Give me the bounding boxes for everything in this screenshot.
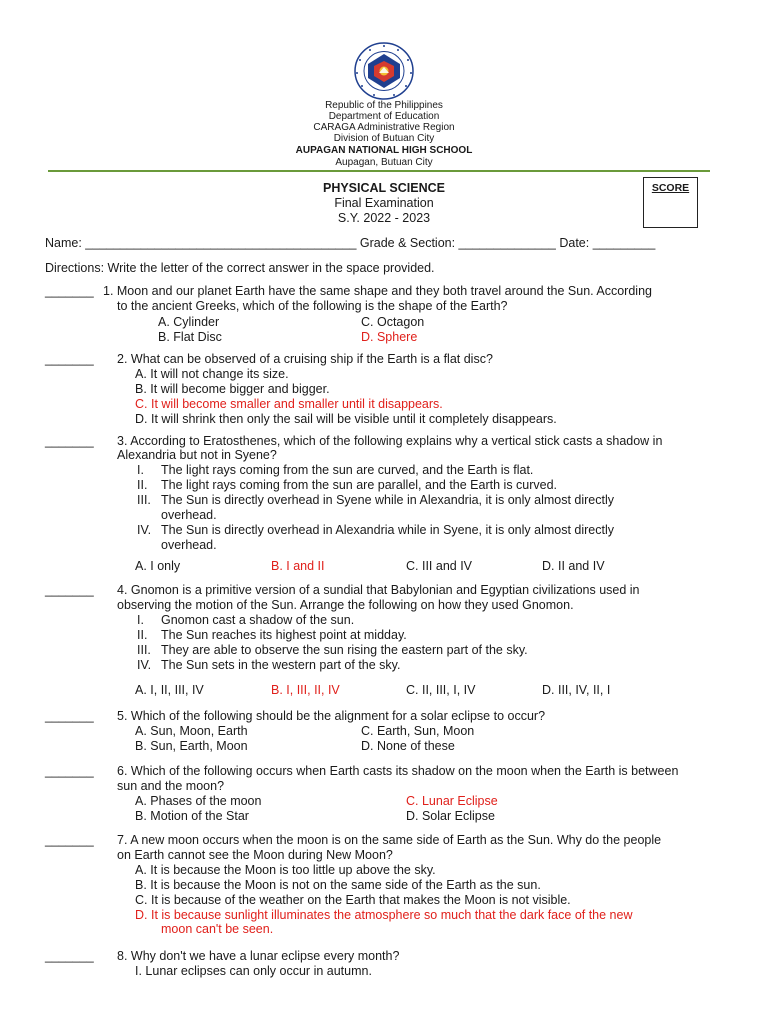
statement-text: Gnomon cast a shadow of the sun. bbox=[161, 613, 355, 627]
statement-text: They are able to observe the sun rising the eastern part of the sky. bbox=[161, 643, 528, 657]
choice-d: D. It will shrink then only the sail will be visible until it completely disappears. bbox=[135, 412, 557, 426]
statement-text: I. Lunar eclipses can only occur in autumn. bbox=[135, 964, 372, 978]
choice-c: C. Octagon bbox=[361, 315, 425, 329]
header-region: CARAGA Administrative Region bbox=[313, 122, 455, 133]
question-4-stem: 4. Gnomon is a primitive version of a sundial that Babylonian and Egyptian civilizations used in bbox=[117, 583, 640, 597]
choice-b: B. It will become bigger and bigger. bbox=[135, 382, 330, 396]
choice-d: D. None of these bbox=[361, 739, 455, 753]
choice-d-correct: D. It is because sunlight illuminates the atmosphere so much that the dark face of the new bbox=[135, 908, 633, 922]
statement-number: II. bbox=[137, 628, 148, 642]
answer-blank[interactable]: _______ bbox=[45, 352, 94, 366]
deped-seal-logo bbox=[346, 42, 422, 100]
statement-text: The light rays coming from the sun are parallel, and the Earth is curved. bbox=[161, 478, 558, 492]
answer-blank[interactable]: _______ bbox=[45, 434, 94, 448]
score-box[interactable] bbox=[643, 177, 698, 228]
exam-type: Final Examination bbox=[334, 196, 434, 210]
statement-text: The Sun is directly overhead in Alexandria while in Syene, it is only almost directly bbox=[161, 523, 614, 537]
statement-number: III. bbox=[137, 643, 151, 657]
choice-a: A. I, II, III, IV bbox=[135, 683, 204, 697]
answer-blank[interactable]: _______ bbox=[45, 583, 94, 597]
choice-d-correct-continued: moon can't be seen. bbox=[161, 922, 274, 936]
statement-text: The Sun sets in the western part of the sky. bbox=[161, 658, 401, 672]
choice-b: B. Flat Disc bbox=[158, 330, 222, 344]
statement-text: overhead. bbox=[161, 508, 217, 522]
choice-c-correct: C. Lunar Eclipse bbox=[406, 794, 498, 808]
exam-school-year: S.Y. 2022 - 2023 bbox=[337, 211, 431, 225]
question-7-stem: on Earth cannot see the Moon during New Moon? bbox=[117, 848, 393, 862]
statement-text: The light rays coming from the sun are curved, and the Earth is flat. bbox=[161, 463, 534, 477]
question-2-stem: 2. What can be observed of a cruising ship if the Earth is a flat disc? bbox=[117, 352, 493, 366]
answer-blank[interactable]: _______ bbox=[45, 833, 94, 847]
choice-d: D. II and IV bbox=[542, 559, 605, 573]
question-1-stem: to the ancient Greeks, which of the following is the shape of the Earth? bbox=[117, 299, 508, 313]
question-5-stem: 5. Which of the following should be the alignment for a solar eclipse to occur? bbox=[117, 709, 546, 723]
choice-b: B. Sun, Earth, Moon bbox=[135, 739, 248, 753]
statement-number: I. bbox=[137, 463, 144, 477]
statement-number: III. bbox=[137, 493, 151, 507]
statement-text: The Sun is directly overhead in Syene while in Alexandria, it is only almost directly bbox=[161, 493, 614, 507]
exam-subject: PHYSICAL SCIENCE bbox=[322, 181, 445, 195]
directions: Directions: Write the letter of the correct answer in the space provided. bbox=[45, 261, 435, 275]
choice-c-correct: C. It will become smaller and smaller until it disappears. bbox=[135, 397, 443, 411]
choice-b-correct: B. I and II bbox=[271, 559, 325, 573]
choice-d: D. III, IV, II, I bbox=[542, 683, 611, 697]
choice-a: A. Phases of the moon bbox=[135, 794, 262, 808]
choice-d: D. Solar Eclipse bbox=[406, 809, 495, 823]
statement-number: I. bbox=[137, 613, 144, 627]
header-division: Division of Butuan City bbox=[333, 133, 435, 144]
question-4-stem: observing the motion of the Sun. Arrange the following on how they used Gnomon. bbox=[117, 598, 574, 612]
choice-c: C. It is because of the weather on the Earth that makes the Moon is not visible. bbox=[135, 893, 571, 907]
choice-c: C. II, III, I, IV bbox=[406, 683, 476, 697]
header-divider bbox=[48, 170, 710, 172]
statement-text: The Sun reaches its highest point at midday. bbox=[161, 628, 407, 642]
choice-a: A. Sun, Moon, Earth bbox=[135, 724, 248, 738]
answer-blank[interactable]: _______ bbox=[45, 284, 94, 298]
score-label: SCORE bbox=[651, 182, 690, 194]
choice-a: A. It will not change its size. bbox=[135, 367, 289, 381]
question-3-stem: Alexandria but not in Syene? bbox=[117, 448, 277, 462]
choice-c: C. Earth, Sun, Moon bbox=[361, 724, 475, 738]
statement-number: IV. bbox=[137, 523, 152, 537]
choice-a: A. I only bbox=[135, 559, 181, 573]
choice-a: A. It is because the Moon is too little up above the sky. bbox=[135, 863, 436, 877]
header-school-name: AUPAGAN NATIONAL HIGH SCHOOL bbox=[295, 145, 473, 156]
statement-number: IV. bbox=[137, 658, 152, 672]
question-6-stem: sun and the moon? bbox=[117, 779, 225, 793]
statement-number: II. bbox=[137, 478, 148, 492]
answer-blank[interactable]: _______ bbox=[45, 764, 94, 778]
question-7-stem: 7. A new moon occurs when the moon is on the same side of Earth as the Sun. Why do the people bbox=[117, 833, 662, 847]
question-8-stem: 8. Why don't we have a lunar eclipse every month? bbox=[117, 949, 400, 963]
answer-blank[interactable]: _______ bbox=[45, 709, 94, 723]
choice-c: C. III and IV bbox=[406, 559, 473, 573]
student-info-line[interactable]: Name: _______________________________________ Grade & Section: ______________ Date: _________ bbox=[45, 236, 656, 250]
question-1-stem: 1. Moon and our planet Earth have the same shape and they both travel around the Sun. According bbox=[103, 284, 652, 298]
header-country: Republic of the Philippines bbox=[325, 100, 443, 111]
question-3-stem: 3. According to Eratosthenes, which of the following explains why a vertical stick casts a shadow in bbox=[117, 434, 663, 448]
choice-b-correct: B. I, III, II, IV bbox=[271, 683, 340, 697]
header-address: Aupagan, Butuan City bbox=[335, 157, 433, 168]
choice-a: A. Cylinder bbox=[158, 315, 220, 329]
choice-d-correct: D. Sphere bbox=[361, 330, 418, 344]
choice-b: B. It is because the Moon is not on the same side of the Earth as the sun. bbox=[135, 878, 541, 892]
choice-b: B. Motion of the Star bbox=[135, 809, 249, 823]
answer-blank[interactable]: _______ bbox=[45, 949, 94, 963]
question-6-stem: 6. Which of the following occurs when Earth casts its shadow on the moon when the Earth is between bbox=[117, 764, 679, 778]
header-department: Department of Education bbox=[328, 111, 440, 122]
statement-text: overhead. bbox=[161, 538, 217, 552]
